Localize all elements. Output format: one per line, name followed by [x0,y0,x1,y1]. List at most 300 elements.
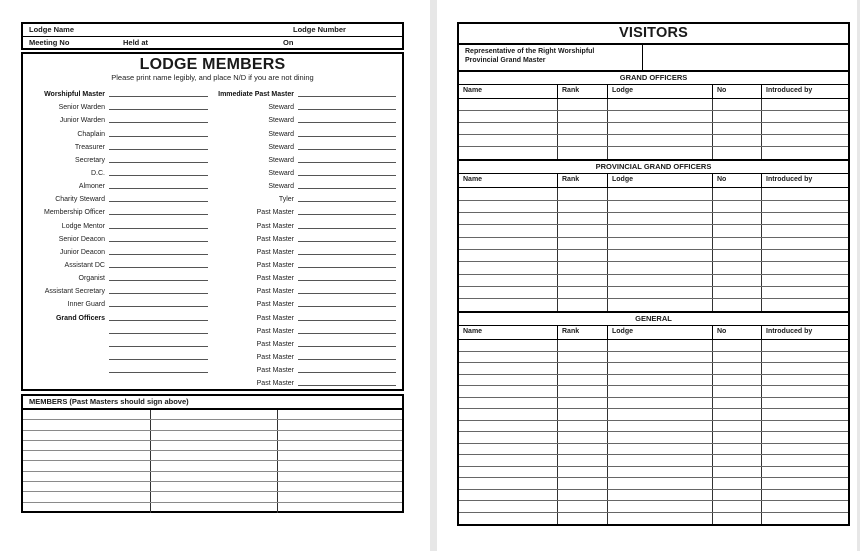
member-sign-cell[interactable] [23,492,151,501]
visitor-cell-rank[interactable] [558,386,608,397]
visitor-cell-lodge[interactable] [608,432,713,443]
visitor-cell-name[interactable] [459,467,558,478]
member-sign-cell[interactable] [278,420,402,429]
visitor-cell-no[interactable] [713,250,762,261]
column-header-row [459,326,848,340]
officer-role-label: Steward [268,169,294,177]
officer-name-line[interactable] [298,136,396,150]
officer-role-label: Steward [268,104,294,112]
visitor-cell-introduced-by[interactable] [762,111,848,122]
on-label: On [283,38,294,47]
officer-role-label: Past Master [256,340,294,348]
visitor-cell-introduced-by[interactable] [762,467,848,478]
visitor-cell-lodge[interactable] [608,386,713,397]
visitor-cell-rank[interactable] [558,421,608,432]
visitor-cell-lodge[interactable] [608,188,713,199]
member-sign-cell[interactable] [151,441,278,450]
member-sign-row [23,503,402,513]
visitor-cell-introduced-by[interactable] [762,250,848,261]
visitor-cell-no[interactable] [713,287,762,298]
member-sign-cell[interactable] [151,472,278,481]
visitor-cell-lodge[interactable] [608,352,713,363]
visitor-cell-no[interactable] [713,238,762,249]
visitor-cell-lodge[interactable] [608,501,713,512]
visitor-cell-rank[interactable] [558,135,608,146]
visitor-cell-no[interactable] [713,432,762,443]
visitor-cell-rank[interactable] [558,455,608,466]
visitor-cell-no[interactable] [713,386,762,397]
visitor-cell-rank[interactable] [558,490,608,501]
visitor-cell-rank[interactable] [558,340,608,351]
visitor-cell-name[interactable] [459,188,558,199]
visitor-row [459,275,848,287]
visitor-cell-rank[interactable] [558,201,608,212]
member-sign-cell[interactable] [278,492,402,501]
visitor-cell-no[interactable] [713,262,762,273]
column-header-name: Name [459,326,558,339]
officer-name-line[interactable] [298,96,396,110]
member-sign-cell[interactable] [23,420,151,429]
officer-role-label: Past Master [256,301,294,309]
officer-role-label: Assistant DC [64,261,105,269]
visitor-cell-no[interactable] [713,375,762,386]
officer-role-label: Past Master [256,275,294,283]
member-sign-cell[interactable] [278,472,402,481]
representative-name-cell[interactable] [643,45,848,70]
officer-name-line[interactable] [109,188,208,202]
officer-role-label: Junior Warden [59,117,105,125]
member-sign-cell[interactable] [151,482,278,491]
member-sign-cell[interactable] [278,441,402,450]
officer-name-line[interactable] [109,280,208,294]
visitor-cell-no[interactable] [713,444,762,455]
visitor-cell-lodge[interactable] [608,444,713,455]
lodge-name-row [23,24,402,37]
visitor-cell-lodge[interactable] [608,375,713,386]
officer-role-label: Organist [78,275,105,283]
page-edge-line [857,0,860,551]
visitor-cell-rank[interactable] [558,250,608,261]
visitor-cell-name[interactable] [459,444,558,455]
member-sign-cell[interactable] [151,503,278,513]
visitor-cell-name[interactable] [459,99,558,110]
member-sign-cell[interactable] [23,461,151,470]
visitor-cell-no[interactable] [713,352,762,363]
visitor-cell-introduced-by[interactable] [762,225,848,236]
visitor-cell-introduced-by[interactable] [762,287,848,298]
officer-name-line[interactable] [109,136,208,150]
members-table-header: MEMBERS (Past Masters should sign above) [23,396,402,410]
member-sign-cell[interactable] [151,431,278,440]
visitor-cell-introduced-by[interactable] [762,99,848,110]
officer-role-label: Past Master [256,261,294,269]
visitor-cell-rank[interactable] [558,147,608,159]
visitor-cell-no[interactable] [713,123,762,134]
member-sign-cell[interactable] [23,503,151,513]
visitor-cell-name[interactable] [459,123,558,134]
visitor-cell-introduced-by[interactable] [762,501,848,512]
visitor-cell-lodge[interactable] [608,398,713,409]
officer-name-line[interactable] [298,83,396,97]
visitor-cell-lodge[interactable] [608,340,713,351]
officer-name-line[interactable] [109,83,208,97]
visitor-cell-name[interactable] [459,386,558,397]
visitor-cell-introduced-by[interactable] [762,478,848,489]
member-sign-cell[interactable] [278,431,402,440]
visitor-cell-lodge[interactable] [608,421,713,432]
officer-role-label: Past Master [256,222,294,230]
visitor-cell-name[interactable] [459,262,558,273]
visitor-cell-introduced-by[interactable] [762,490,848,501]
visitor-cell-introduced-by[interactable] [762,409,848,420]
visitor-cell-lodge[interactable] [608,409,713,420]
officer-name-line[interactable] [298,333,396,347]
column-header-lodge: Lodge [608,85,713,98]
visitor-cell-name[interactable] [459,250,558,261]
member-sign-row [23,410,402,420]
visitor-cell-lodge[interactable] [608,123,713,134]
officer-name-line[interactable] [298,306,396,320]
visitor-cell-lodge[interactable] [608,287,713,298]
officer-role-label: Assistant Secretary [44,288,105,296]
visitor-cell-name[interactable] [459,363,558,374]
officer-role-label: Lodge Mentor [61,222,105,230]
representative-label-line2: Provincial Grand Master [465,56,546,64]
visitor-cell-rank[interactable] [558,398,608,409]
visitor-cell-rank[interactable] [558,225,608,236]
visitor-cell-name[interactable] [459,490,558,501]
member-sign-cell[interactable] [23,441,151,450]
visitor-cell-introduced-by[interactable] [762,340,848,351]
visitor-cell-no[interactable] [713,111,762,122]
visitor-cell-introduced-by[interactable] [762,455,848,466]
visitor-cell-rank[interactable] [558,123,608,134]
officer-name-line[interactable] [298,228,396,242]
visitor-cell-no[interactable] [713,135,762,146]
visitor-cell-introduced-by[interactable] [762,213,848,224]
visitor-cell-no[interactable] [713,340,762,351]
visitor-cell-lodge[interactable] [608,201,713,212]
visitor-cell-name[interactable] [459,409,558,420]
visitor-row [459,262,848,274]
visitor-row [459,363,848,375]
visitor-cell-introduced-by[interactable] [762,135,848,146]
member-sign-cell[interactable] [278,451,402,460]
visitor-cell-rank[interactable] [558,432,608,443]
officer-role-label: Steward [268,117,294,125]
visitor-cell-no[interactable] [713,147,762,159]
member-sign-row [23,441,402,451]
member-sign-cell[interactable] [151,492,278,501]
visitor-cell-name[interactable] [459,432,558,443]
visitor-rows [459,99,848,159]
visitor-cell-rank[interactable] [558,375,608,386]
visitor-cell-introduced-by[interactable] [762,363,848,374]
column-header-rank: Rank [558,85,608,98]
officer-name-line[interactable] [109,96,208,110]
officer-name-line[interactable] [298,280,396,294]
visitor-cell-no[interactable] [713,501,762,512]
member-sign-cell[interactable] [23,451,151,460]
visitor-row [459,455,848,467]
column-header-row [459,85,848,99]
visitor-row [459,352,848,364]
visitor-cell-lodge[interactable] [608,238,713,249]
visitor-cell-rank[interactable] [558,213,608,224]
visitor-cell-no[interactable] [713,225,762,236]
member-sign-cell[interactable] [23,472,151,481]
visitor-cell-name[interactable] [459,340,558,351]
visitor-cell-introduced-by[interactable] [762,201,848,212]
visitor-cell-name[interactable] [459,478,558,489]
officer-name-line[interactable] [109,228,208,242]
representative-label [459,45,643,70]
visitor-cell-lodge[interactable] [608,455,713,466]
visitor-cell-rank[interactable] [558,99,608,110]
member-sign-row [23,461,402,471]
visitor-cell-lodge[interactable] [608,111,713,122]
officer-role-label: Secretary [75,156,105,164]
member-sign-cell[interactable] [23,431,151,440]
officer-name-line[interactable] [109,122,208,136]
visitor-cell-name[interactable] [459,287,558,298]
visitor-cell-name[interactable] [459,238,558,249]
officer-role-label: Steward [268,143,294,151]
visitor-cell-no[interactable] [713,490,762,501]
members-sign-table [21,394,404,513]
officer-name-line[interactable] [298,214,396,228]
visitor-cell-no[interactable] [713,478,762,489]
visitor-row [459,421,848,433]
member-sign-row [23,492,402,502]
officers-list [23,86,402,388]
visitor-cell-lodge[interactable] [608,225,713,236]
visitors-title: VISITORS [459,24,848,45]
visitor-cell-name[interactable] [459,275,558,286]
visitor-cell-name[interactable] [459,375,558,386]
officer-name-line[interactable] [109,320,208,334]
officer-name-line[interactable] [109,109,208,123]
officer-role-label: Grand Officers [55,314,105,322]
visitor-cell-lodge[interactable] [608,363,713,374]
officer-name-line[interactable] [298,122,396,136]
section-provincial-grand-officers [459,161,848,313]
visitor-cell-name[interactable] [459,501,558,512]
visitor-cell-rank[interactable] [558,467,608,478]
visitor-row [459,135,848,147]
officer-name-line[interactable] [109,254,208,268]
visitor-row [459,287,848,299]
column-header-row [459,174,848,188]
visitor-cell-no[interactable] [713,275,762,286]
visitor-cell-rank[interactable] [558,262,608,273]
visitor-cell-rank[interactable] [558,363,608,374]
visitor-cell-lodge[interactable] [608,299,713,311]
officer-name-line[interactable] [109,162,208,176]
column-header-name: Name [459,174,558,187]
visitor-cell-no[interactable] [713,513,762,525]
visitor-cell-name[interactable] [459,352,558,363]
visitor-cell-introduced-by[interactable] [762,432,848,443]
visitor-cell-introduced-by[interactable] [762,398,848,409]
visitors-page [457,22,850,526]
visitor-cell-no[interactable] [713,455,762,466]
visitor-cell-lodge[interactable] [608,213,713,224]
officer-name-line[interactable] [109,346,208,360]
officer-name-line[interactable] [109,214,208,228]
column-header-introduced-by: Introduced by [766,176,813,184]
visitor-cell-introduced-by[interactable] [762,123,848,134]
visitor-cell-name[interactable] [459,225,558,236]
officer-name-line[interactable] [298,188,396,202]
officer-name-line[interactable] [298,320,396,334]
officer-name-line[interactable] [298,109,396,123]
officer-role-label: Past Master [256,209,294,217]
visitor-cell-rank[interactable] [558,299,608,311]
visitor-cell-lodge[interactable] [608,99,713,110]
officer-name-line[interactable] [298,254,396,268]
member-sign-cell[interactable] [151,461,278,470]
visitor-cell-lodge[interactable] [608,467,713,478]
officer-name-line[interactable] [298,201,396,215]
visitor-cell-introduced-by[interactable] [762,421,848,432]
visitor-cell-name[interactable] [459,299,558,311]
officer-name-line[interactable] [298,293,396,307]
officer-name-line[interactable] [298,372,396,386]
visitor-cell-introduced-by[interactable] [762,147,848,159]
member-sign-cell[interactable] [151,451,278,460]
visitor-cell-introduced-by[interactable] [762,444,848,455]
visitor-cell-rank[interactable] [558,188,608,199]
member-sign-cell[interactable] [23,410,151,419]
visitor-cell-introduced-by[interactable] [762,386,848,397]
visitor-cell-no[interactable] [713,398,762,409]
visitor-cell-introduced-by[interactable] [762,188,848,199]
officer-name-line[interactable] [298,149,396,163]
visitor-cell-rank[interactable] [558,478,608,489]
visitor-row [459,340,848,352]
visitor-cell-lodge[interactable] [608,250,713,261]
visitor-row [459,123,848,135]
visitor-cell-name[interactable] [459,513,558,525]
visitor-cell-lodge[interactable] [608,262,713,273]
officer-name-line[interactable] [109,359,208,373]
visitor-cell-name[interactable] [459,455,558,466]
visitor-cell-no[interactable] [713,201,762,212]
visitor-cell-no[interactable] [713,213,762,224]
officer-name-line[interactable] [109,201,208,215]
visitor-cell-rank[interactable] [558,287,608,298]
officer-name-line[interactable] [109,333,208,347]
officer-name-line[interactable] [298,175,396,189]
visitor-cell-name[interactable] [459,398,558,409]
visitor-cell-rank[interactable] [558,513,608,525]
lodge-members-page [21,22,404,513]
visitor-cell-introduced-by[interactable] [762,238,848,249]
visitor-cell-lodge[interactable] [608,490,713,501]
officer-name-line[interactable] [298,359,396,373]
lodge-number-label: Lodge Number [293,25,346,34]
visitor-cell-introduced-by[interactable] [762,262,848,273]
visitor-cell-no[interactable] [713,299,762,311]
visitor-row [459,375,848,387]
member-sign-cell[interactable] [278,503,402,513]
visitor-row [459,225,848,237]
visitor-cell-introduced-by[interactable] [762,513,848,525]
officer-name-line[interactable] [298,267,396,281]
visitor-cell-introduced-by[interactable] [762,299,848,311]
visitor-cell-introduced-by[interactable] [762,275,848,286]
visitor-cell-name[interactable] [459,111,558,122]
visitor-cell-rank[interactable] [558,275,608,286]
column-header-name: Name [459,85,558,98]
visitor-row [459,409,848,421]
officer-name-line[interactable] [298,162,396,176]
visitor-cell-lodge[interactable] [608,513,713,525]
visitor-cell-rank[interactable] [558,238,608,249]
visitor-cell-no[interactable] [713,363,762,374]
visitor-cell-lodge[interactable] [608,275,713,286]
member-sign-row [23,431,402,441]
visitor-cell-no[interactable] [713,188,762,199]
visitor-cell-lodge[interactable] [608,135,713,146]
officer-role-label: Senior Warden [58,104,105,112]
visitor-cell-no[interactable] [713,467,762,478]
member-sign-cell[interactable] [278,410,402,419]
officer-name-line[interactable] [109,306,208,320]
members-sign-grid [23,410,402,513]
visitor-cell-rank[interactable] [558,501,608,512]
visitor-row [459,201,848,213]
visitor-cell-rank[interactable] [558,444,608,455]
column-header-rank: Rank [558,174,608,187]
officer-name-line[interactable] [298,241,396,255]
officer-name-line[interactable] [109,149,208,163]
member-sign-cell[interactable] [151,420,278,429]
visitor-cell-introduced-by[interactable] [762,375,848,386]
officer-role-label: Charity Steward [55,196,105,204]
member-sign-cell[interactable] [23,482,151,491]
member-sign-cell[interactable] [278,461,402,470]
visitor-cell-name[interactable] [459,421,558,432]
visitor-cell-rank[interactable] [558,409,608,420]
visitor-cell-introduced-by[interactable] [762,352,848,363]
visitor-cell-no[interactable] [713,421,762,432]
column-header-no: No [713,85,762,98]
member-sign-cell[interactable] [278,482,402,491]
visitor-cell-name[interactable] [459,147,558,159]
member-sign-cell[interactable] [151,410,278,419]
officer-name-line[interactable] [109,267,208,281]
officer-name-line[interactable] [109,293,208,307]
officer-name-line[interactable] [298,346,396,360]
visitor-cell-rank[interactable] [558,111,608,122]
column-header-introduced-by: Introduced by [766,328,813,336]
visitor-cell-no[interactable] [713,99,762,110]
visitor-cell-lodge[interactable] [608,478,713,489]
meeting-no-row [23,37,402,49]
officer-name-line[interactable] [109,241,208,255]
visitor-cell-name[interactable] [459,201,558,212]
officer-name-line[interactable] [109,175,208,189]
lodge-name-label: Lodge Name [29,25,75,34]
visitor-cell-no[interactable] [713,409,762,420]
visitor-cell-lodge[interactable] [608,147,713,159]
officer-role-label: Worshipful Master [44,91,105,99]
visitor-cell-rank[interactable] [558,352,608,363]
visitor-cell-name[interactable] [459,213,558,224]
visitor-cell-name[interactable] [459,135,558,146]
